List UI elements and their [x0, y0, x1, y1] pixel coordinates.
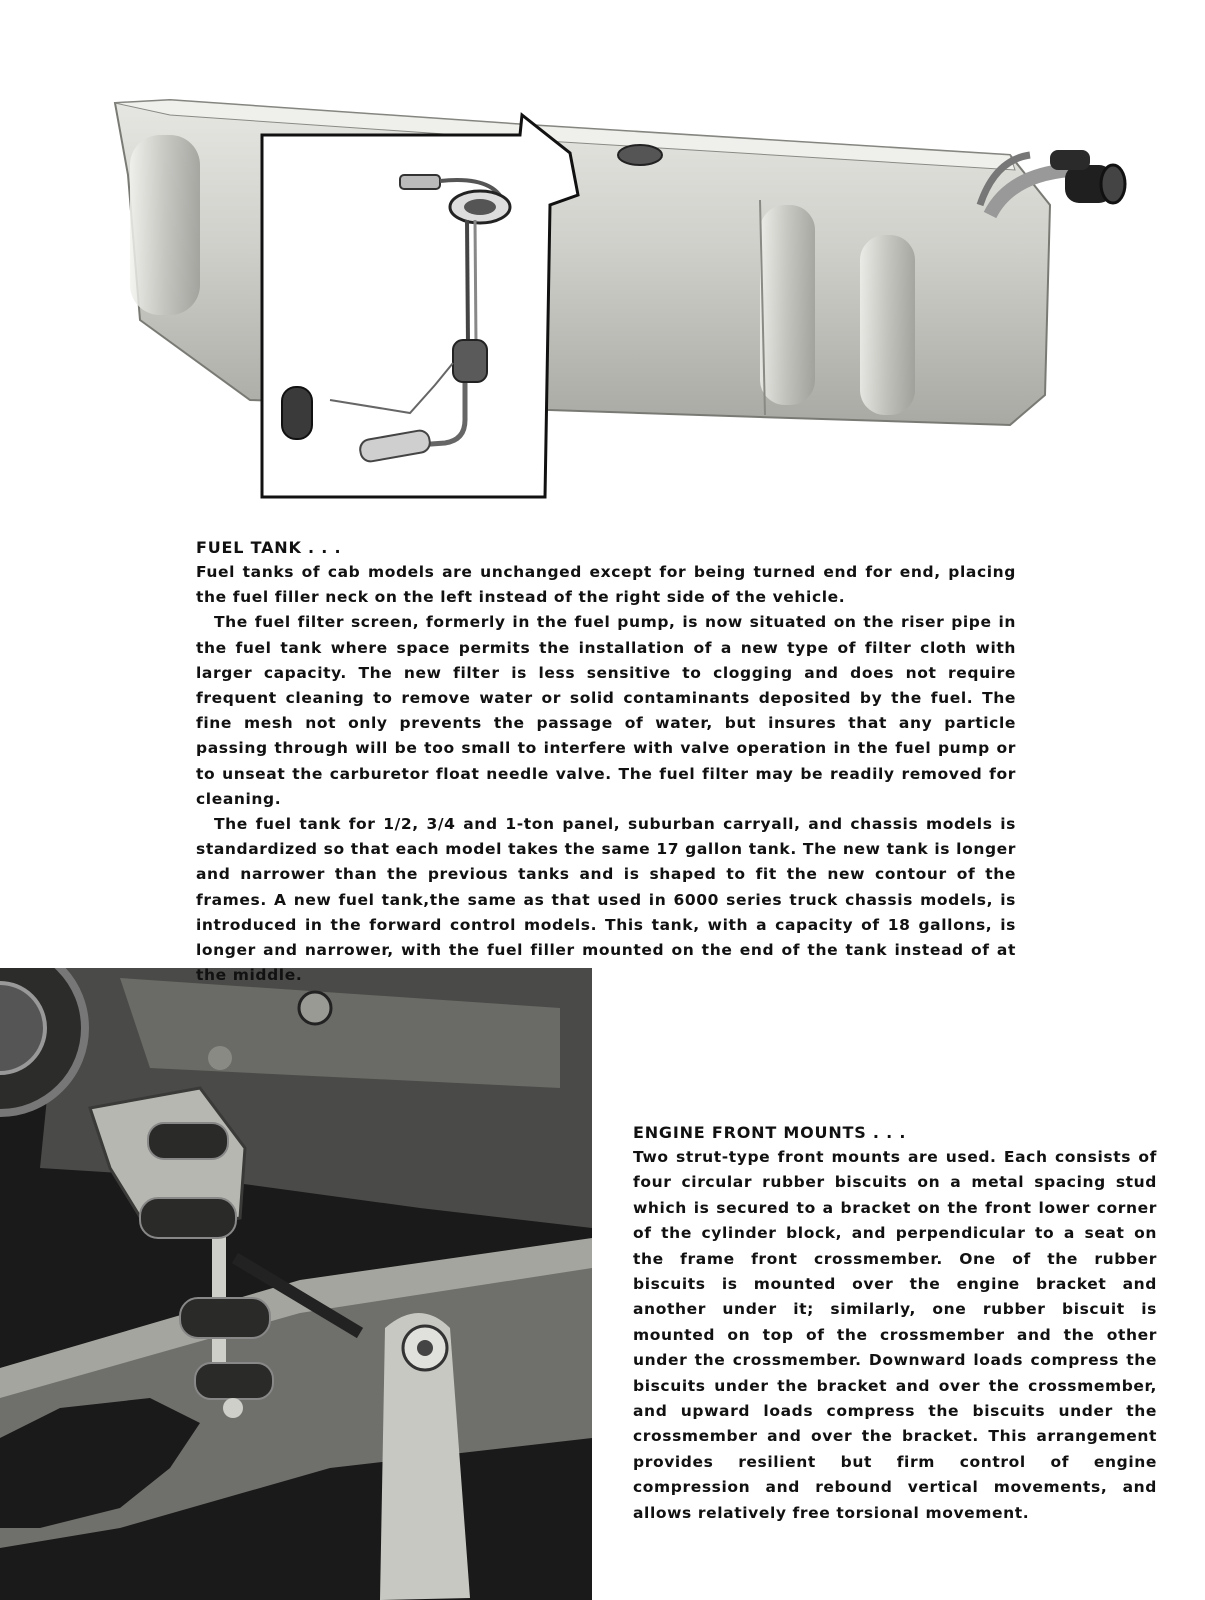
- engine-mounts-paragraph-1: Two strut-type front mounts are used. Each consists of four circular rubber biscuits on a metal spacing stud which is secured to a bracket on the front lower corner of the cylinder block, and perpendicular to a seat on the frame front crossmember. One of the rubber biscuits is mounted over the engine bracket and another under it; similarly, one rubber biscuit is mounted on top of the crossmember and the other under the crossmember. Downward loads compress the biscuits under the bracket and over the crossmember, and upward loads compress the biscuits under the crossmember and over the bracket. This arrangement provides resilient but firm control of engine compression and rebound vertical movements, and allows relatively free torsional movement.: [633, 1148, 1157, 1522]
- fuel-tank-paragraph-1: Fuel tanks of cab models are unchanged except for being turned end for end, placing the fuel filler neck on the left instead of the right side of the vehicle.: [196, 563, 1016, 607]
- fuel-tank-heading: FUEL TANK . . .: [196, 538, 342, 557]
- fuel-tank-paragraph-3: The fuel tank for 1/2, 3/4 and 1-ton panel, suburban carryall, and chassis models is standardized so that each model takes the same 17 gallon tank. The new tank is longer and narrower than the previous tanks and is shaped to fit the new contour of the frames. A new fuel tank,the same as that used in 6000 series truck chassis models, is introduced in the forward control models. This tank, with a capacity of 18 gallons, is longer and narrower, with the fuel filler mounted on the end of the tank instead of at the middle.: [196, 815, 1016, 985]
- fuel-tank-paragraph-2: The fuel filter screen, formerly in the fuel pump, is now situated on the riser pipe in the fuel tank where space permits the installation of a new type of filter cloth with larger capacity. The new filter is less sensitive to clogging and does not require frequent cleaning to remove water or solid contaminants deposited by the fuel. The fine mesh not only prevents the passage of water, but insures that any particle passing through will be too small to interfere with valve operation in the fuel pump or to unseat the carburetor float needle valve. The fuel filter may be readily removed for cleaning.: [196, 613, 1016, 808]
- engine-mounts-article: [633, 1121, 1157, 1526]
- fuel-tank-photo: [110, 95, 1170, 525]
- fuel-tank-article: [196, 536, 1016, 988]
- engine-mount-photo: [0, 968, 592, 1600]
- engine-mounts-heading: ENGINE FRONT MOUNTS . . .: [633, 1123, 907, 1142]
